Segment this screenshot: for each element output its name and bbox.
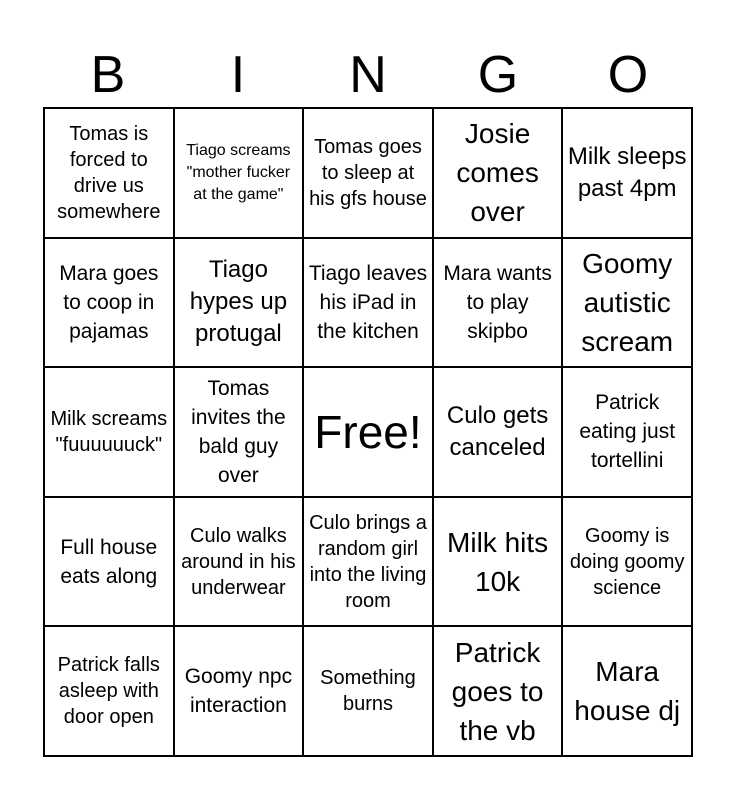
bingo-cell[interactable] (562, 108, 692, 238)
cell-text: Something burns (320, 667, 416, 716)
bingo-cell[interactable] (44, 497, 174, 627)
bingo-cell[interactable] (433, 497, 563, 627)
cell-text: Mara goes to coop in pajamas (59, 261, 159, 343)
cell-text: Goomy npc interaction (184, 665, 293, 718)
cell-text: Culo walks around in his underwear (181, 524, 296, 599)
cell-text: Mara house dj (574, 656, 681, 727)
cell-text: Milk hits 10k (447, 526, 549, 597)
bingo-cell[interactable] (174, 497, 304, 627)
bingo-cell[interactable] (433, 367, 563, 497)
free-space-cell[interactable] (303, 367, 433, 497)
bingo-board (43, 107, 693, 757)
bingo-cell[interactable] (174, 626, 304, 756)
bingo-cell[interactable] (303, 497, 433, 627)
bingo-header (43, 44, 693, 106)
bingo-cell[interactable] (174, 108, 304, 238)
cell-text: Mara wants to play skipbo (443, 261, 552, 343)
cell-text: Patrick eating just tortellini (579, 391, 676, 473)
bingo-cell[interactable] (562, 238, 692, 368)
header-letter-b: B (90, 46, 126, 104)
bingo-cell[interactable] (44, 238, 174, 368)
bingo-cell[interactable] (174, 367, 304, 497)
header-letter-g: G (477, 46, 519, 104)
cell-text: Tiago leaves his iPad in the kitchen (308, 261, 428, 343)
bingo-cell[interactable] (44, 367, 174, 497)
cell-text: Josie comes over (456, 118, 539, 228)
bingo-cell[interactable] (44, 108, 174, 238)
cell-text: Culo gets canceled (446, 401, 549, 461)
cell-text: Free! (314, 405, 422, 458)
cell-text: Tiago screams "mother fucker at the game" (186, 141, 291, 203)
cell-text: Full house eats along (60, 535, 158, 588)
cell-text: Tomas is forced to drive us somewhere (57, 122, 161, 223)
bingo-cell[interactable] (44, 626, 174, 756)
header-letter-i: I (230, 46, 246, 104)
cell-text: Goomy autistic scream (581, 247, 674, 357)
bingo-cell[interactable] (303, 626, 433, 756)
bingo-cell[interactable] (562, 367, 692, 497)
cell-text: Milk screams "fuuuuuuck" (50, 407, 168, 456)
bingo-cell[interactable] (303, 238, 433, 368)
cell-text: Culo brings a random girl into the living room (309, 511, 427, 612)
header-letter-o: O (607, 46, 649, 104)
bingo-cell[interactable] (433, 238, 563, 368)
cell-text: Milk sleeps past 4pm (567, 142, 687, 202)
bingo-cell[interactable] (562, 497, 692, 627)
bingo-cell[interactable] (433, 108, 563, 238)
cell-text: Tomas goes to sleep at his gfs house (309, 135, 427, 210)
bingo-cell[interactable] (174, 238, 304, 368)
cell-text: Patrick falls asleep with door open (57, 654, 160, 729)
cell-text: Patrick goes to the vb (451, 636, 544, 746)
bingo-cell[interactable] (562, 626, 692, 756)
cell-text: Tomas invites the bald guy over (191, 376, 286, 487)
cell-text: Goomy is doing goomy science (569, 524, 685, 599)
header-letter-n: N (349, 46, 387, 104)
bingo-cell[interactable] (433, 626, 563, 756)
cell-text: Tiago hypes up protugal (189, 256, 288, 348)
bingo-cell[interactable] (303, 108, 433, 238)
